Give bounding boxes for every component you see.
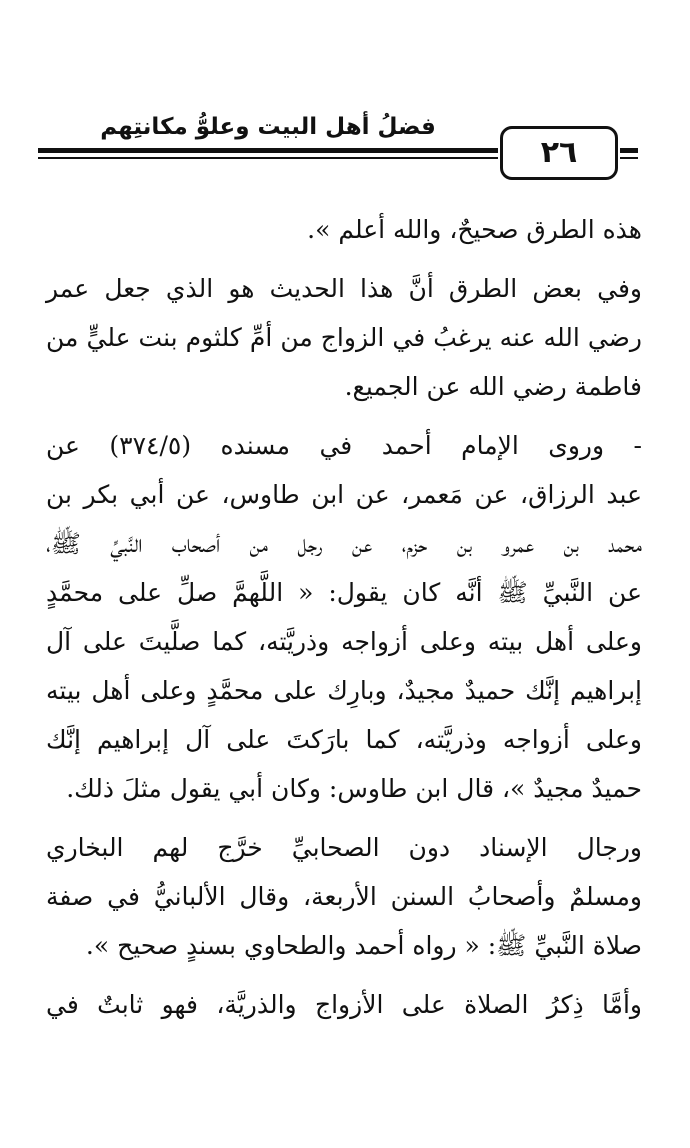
header-rule-thin [38, 157, 498, 159]
text-line: وفي بعض الطرق أنَّ هذا الحديث هو الذي جعل عمر [46, 274, 642, 303]
paragraph-gap [46, 970, 642, 980]
paragraph-gap [46, 254, 642, 264]
body-text [46, 205, 642, 1029]
paragraph-gap [46, 813, 642, 823]
text-line: حميدٌ مجيدٌ »، قال ابن طاوس: وكان أبي يقول مثلَ ذلك. [66, 774, 642, 803]
text-line: رضي الله عنه يرغبُ في الزواج من أمِّ كلثوم بنت عليٍّ من [46, 323, 642, 352]
page-number: ٢٦ [540, 135, 578, 170]
paragraph-isnad-grading [46, 823, 642, 970]
paragraph-conclusion [46, 205, 642, 254]
header-rule-thick [38, 148, 498, 153]
text-line: وعلى أهل بيته وعلى أزواجه وذريَّته، كما صلَّيتَ على آل [46, 627, 642, 656]
text-line: صلاة النَّبيِّ ﷺ: « رواه أحمد والطحاوي بسندٍ صحيح ». [85, 931, 642, 960]
header-rule-right-thin [620, 157, 638, 159]
text-line: وعلى أزواجه وذريَّته، كما بارَكتَ على آل إبراهيم إنَّك [46, 725, 642, 754]
text-line: ورجال الإسناد دون الصحابيِّ خرَّج لهم البخاري [46, 833, 642, 862]
paragraph-ahmad-hadith [46, 421, 642, 813]
text-line: وأمَّا ذِكرُ الصلاة على الأزواج والذريَّة، فهو ثابتٌ في [46, 990, 642, 1019]
running-header [38, 108, 638, 188]
text-line: عن النَّبيِّ ﷺ أنَّه كان يقول: « اللَّهمَّ صلِّ على محمَّدٍ [46, 578, 642, 607]
text-line: إبراهيم إنَّك حميدٌ مجيدٌ، وبارِك على محمَّدٍ وعلى أهل بيته [46, 676, 642, 705]
paragraph-gap [46, 411, 642, 421]
header-rule-right-thick [620, 148, 638, 153]
text-line: ومسلمٌ وأصحابُ السنن الأربعة، وقال الألبانيُّ في صفة [46, 882, 642, 911]
text-line: محمد بن عمرو بن حزم، عن رجل من أصحاب النَّبيِّ ﷺ، [46, 529, 642, 558]
page-number-box [500, 126, 618, 180]
text-line: - وروى الإمام أحمد في مسنده (٣٧٤/٥) عن [46, 431, 642, 460]
text-line: فاطمة رضي الله عن الجميع. [344, 372, 642, 401]
header-title: فضلُ أهل البيت وعلوُّ مكانتِهم [100, 114, 436, 140]
paragraph-salat-mention [46, 980, 642, 1029]
paragraph-umar-report [46, 264, 642, 411]
text-line: عبد الرزاق، عن مَعمر، عن ابن طاوس، عن أبي بكر بن [46, 480, 642, 509]
text-line: هذه الطرق صحيحٌ، والله أعلم ». [307, 215, 642, 244]
